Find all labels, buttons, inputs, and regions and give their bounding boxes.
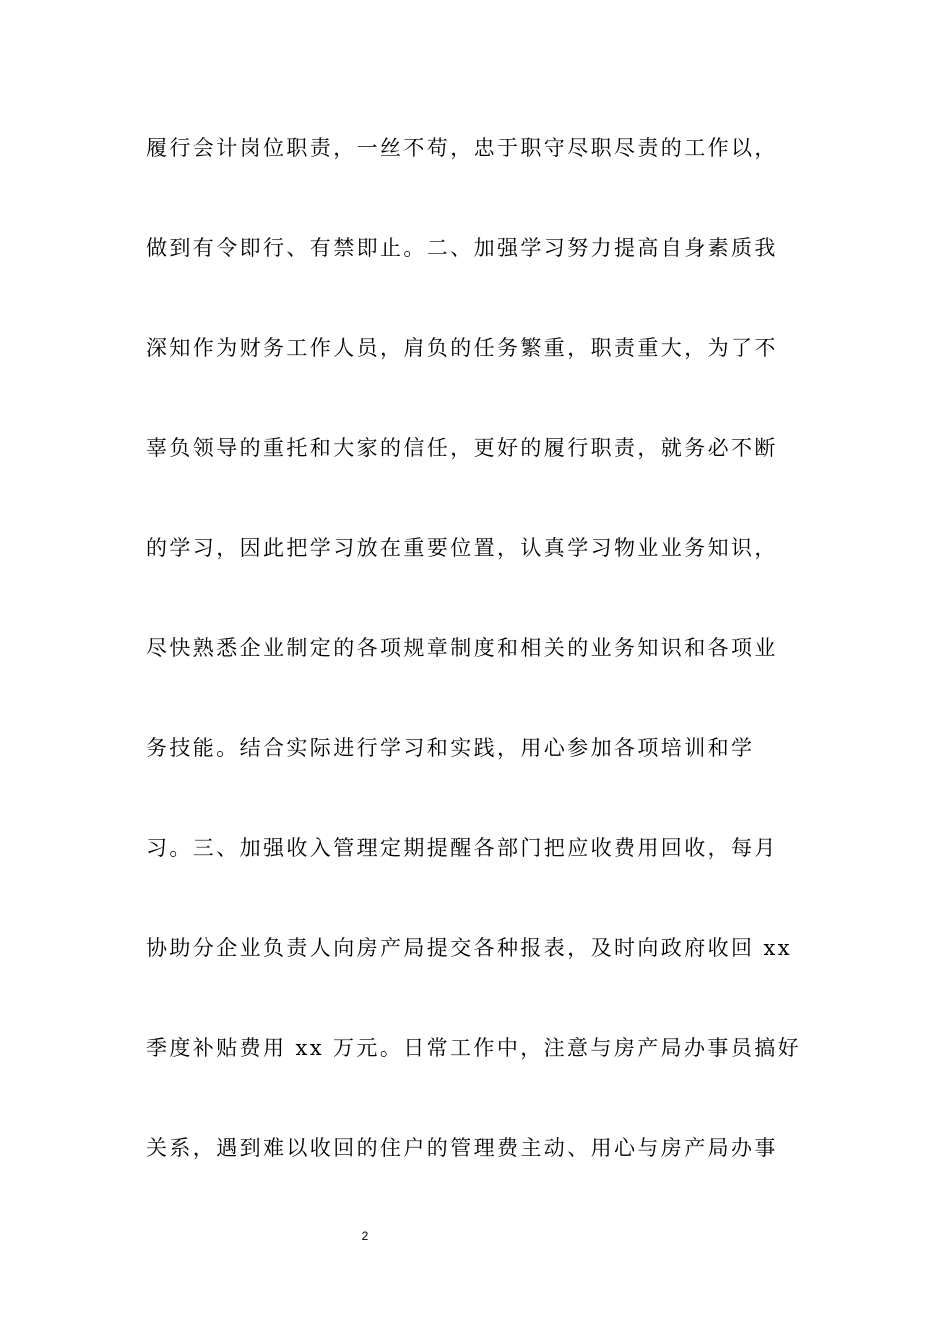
text-line-10: 季度补贴费用 xx 万元。日常工作中，注意与房产局办事员搞好 (146, 1036, 802, 1060)
text-line-11: 关系，遇到难以收回的住户的管理费主动、用心与房产局办事 (146, 1136, 778, 1160)
text-line-1: 履行会计岗位职责，一丝不苟，忠于职守尽职尽责的工作以， (146, 136, 778, 160)
body-text (146, 128, 814, 1228)
text-line-7: 务技能。结合实际进行学习和实践，用心参加各项培训和学 (146, 736, 755, 760)
text-line-2: 做到有令即行、有禁即止。二、加强学习努力提高自身素质我 (146, 236, 778, 260)
text-line-3: 深知作为财务工作人员，肩负的任务繁重，职责重大，为了不 (146, 336, 778, 360)
text-line-8: 习。三、加强收入管理定期提醒各部门把应收费用回收，每月 (146, 836, 778, 860)
text-line-4: 辜负领导的重托和大家的信任，更好的履行职责，就务必不断 (146, 436, 778, 460)
text-line-6: 尽快熟悉企业制定的各项规章制度和相关的业务知识和各项业 (146, 636, 778, 660)
text-line-9: 协助分企业负责人向房产局提交各种报表，及时向政府收回 xx (146, 936, 792, 960)
text-line-5: 的学习，因此把学习放在重要位置，认真学习物业业务知识， (146, 536, 778, 560)
page-number: 2 (361, 1229, 369, 1243)
